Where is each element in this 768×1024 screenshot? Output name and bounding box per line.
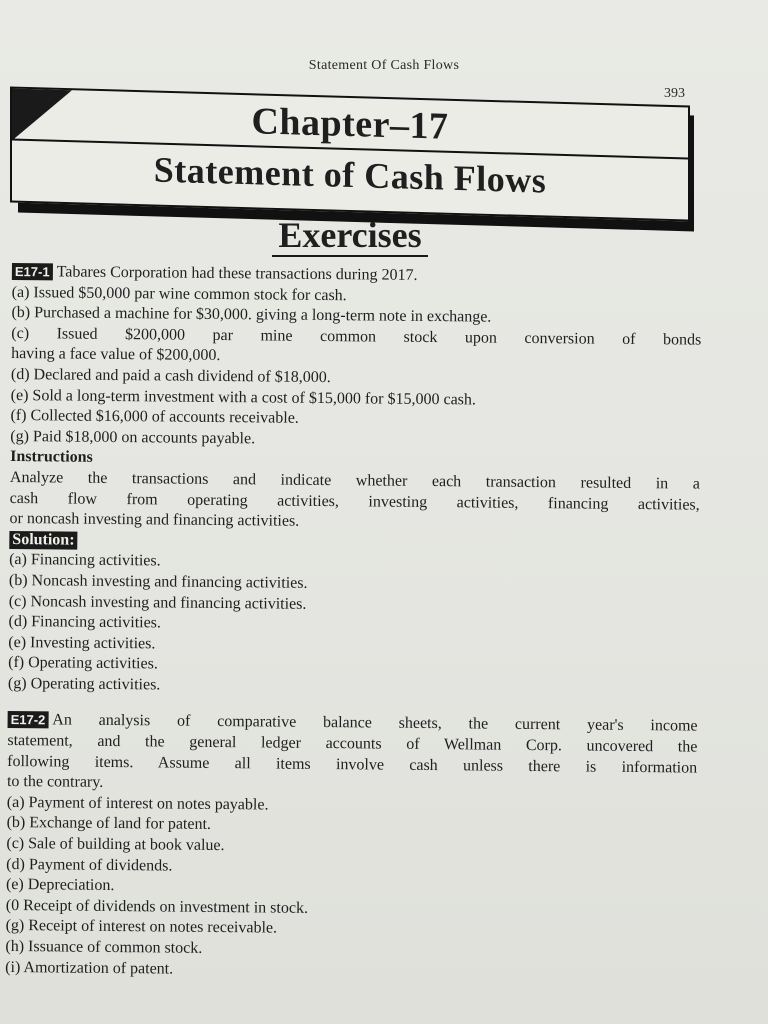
e17-2-item: (c) Sale of building at book value.: [6, 835, 225, 855]
chapter-title: Chapter–17: [251, 100, 449, 148]
page-number: 393: [664, 86, 685, 101]
exercise-tag-e17-1: E17-1: [12, 263, 53, 280]
e17-1-item: (e) Sold a long-term investment with a cost of $15,000 for $15,000 cash.: [10, 386, 477, 409]
solution-item: (b) Noncash investing and financing activities.: [8, 571, 308, 592]
e17-2-intro-line: to the contrary.: [6, 773, 104, 792]
e17-1-item: (d) Declared and paid a cash dividend of $18,000.: [10, 365, 331, 387]
exercise-content: [5, 262, 702, 985]
e17-1-item: (f) Collected $16,000 of accounts receivable.: [10, 407, 299, 427]
e17-2-item: (e) Depreciation.: [5, 876, 115, 895]
e17-2-item: (g) Receipt of interest on notes receivable.: [5, 917, 278, 937]
e17-2-intro: An analysis of comparative balance sheets, the current year's income: [52, 711, 698, 736]
banner-box: [10, 87, 690, 222]
instructions-heading: Instructions: [10, 448, 93, 467]
e17-1-intro: Tabares Corporation had these transactions during 2017.: [56, 263, 418, 284]
solution-item: (e) Investing activities.: [8, 633, 156, 653]
e17-1-item: having a face value of $200,000.: [11, 345, 221, 365]
solution-item: (c) Noncash investing and financing activities.: [8, 592, 307, 613]
e17-2-item: (a) Payment of interest on notes payable.: [6, 793, 269, 814]
e17-2-item: (d) Payment of dividends.: [6, 855, 173, 875]
instructions-line: or noncash investing and financing activities.: [9, 510, 300, 530]
exercises-heading-text: Exercises: [272, 215, 427, 257]
solution-item: (g) Operating activities.: [7, 674, 161, 694]
e17-1-item: (b) Purchased a machine for $30,000. giving a long-term note in exchange.: [11, 304, 492, 326]
solution-item: (a) Financing activities.: [9, 551, 161, 570]
e17-2-item: (b) Exchange of land for patent.: [6, 814, 212, 834]
e17-2-item: (i) Amortization of patent.: [5, 958, 174, 978]
e17-1-item: (g) Paid $18,000 on accounts payable.: [10, 427, 256, 448]
solution-item: (d) Financing activities.: [8, 613, 162, 632]
e17-1-item: (a) Issued $50,000 par wine common stock for cash.: [11, 283, 347, 304]
exercises-heading: [0, 214, 700, 256]
e17-2-item: (0 Receipt of dividends on investment in stock.: [5, 896, 309, 917]
instructions-line: Analyze the transactions and indicate whether each transaction resulted in a: [9, 468, 700, 493]
e17-2-item: (h) Issuance of common stock.: [5, 937, 203, 957]
e17-1-item: (c) Issued $200,000 par mine common stock upon conversion of bonds: [11, 324, 702, 349]
chapter-subtitle: Statement of Cash Flows: [153, 149, 547, 201]
solution-item: (f) Operating activities.: [8, 654, 158, 673]
instructions-line: cash flow from operating activities, investing activities, financing activities,: [9, 489, 700, 514]
e17-2-intro-line: statement, and the general ledger accounts of Wellman Corp. uncovered the: [7, 732, 698, 756]
exercise-tag-e17-2: E17-2: [8, 711, 49, 728]
e17-2-intro-line: following items. Assume all items involve cash unless there is information: [7, 752, 698, 777]
running-head: Statement Of Cash Flows: [308, 58, 460, 73]
chapter-banner: [10, 96, 696, 224]
solution-label: Solution:: [9, 531, 77, 550]
